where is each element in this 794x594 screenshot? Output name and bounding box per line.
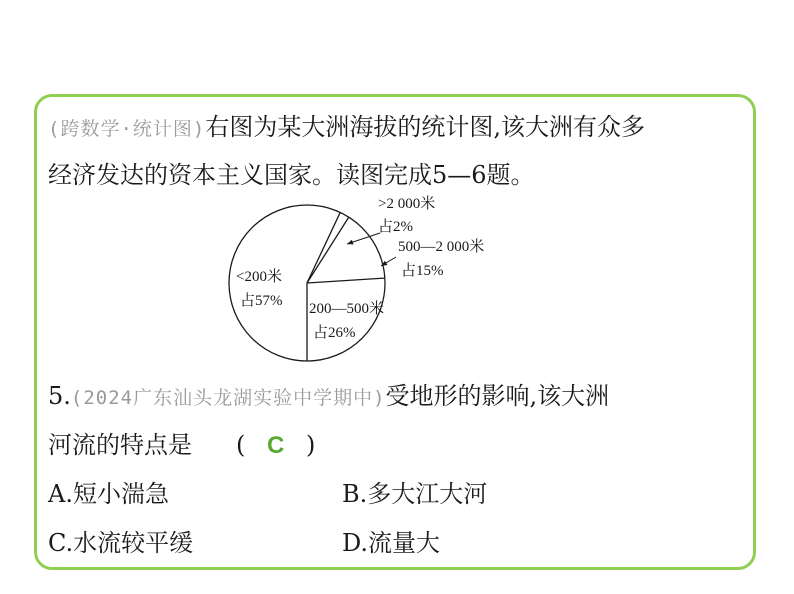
question-tag: (2024广东汕头龙湖实验中学期中) (70, 387, 386, 409)
question-text-1: 受地形的影响,该大洲 (385, 382, 610, 410)
pie-label-1-range: >2 000米 (378, 196, 436, 212)
question-line-1 (48, 381, 609, 413)
option-d[interactable] (342, 528, 440, 558)
option-a-text: A.短小湍急 (48, 480, 169, 508)
answer-slot (236, 430, 315, 461)
question-number: 5. (48, 382, 71, 410)
pie-label-0-range: <200米 (236, 269, 282, 285)
question-line-2 (48, 430, 192, 460)
option-b[interactable] (342, 479, 487, 509)
pie-label-0-share: 占57% (240, 293, 283, 309)
option-b-text: B.多大江大河 (342, 480, 488, 508)
pie-label-3-range: 200—500米 (309, 301, 385, 317)
option-c[interactable] (48, 528, 193, 558)
answer-paren-open: ( (236, 431, 246, 459)
option-c-text: C.水流较平缓 (48, 529, 194, 557)
intro-tag: (跨数学·统计图) (48, 118, 206, 140)
pie-label-1-arrowhead (347, 240, 353, 245)
pie-divider-1 (307, 212, 340, 283)
option-a[interactable] (48, 479, 169, 509)
intro-text-2: 经济发达的资本主义国家。读图完成5—6题。 (48, 161, 535, 189)
pie-label-3-share: 占26% (313, 325, 356, 341)
answer-paren-close: ) (306, 431, 316, 459)
pie-label-2-range: 500—2 000米 (398, 239, 485, 255)
option-d-text: D.流量大 (342, 529, 441, 557)
intro-text-1: 右图为某大洲海拔的统计图,该大洲有众多 (205, 113, 645, 141)
pie-label-2-share: 占15% (401, 263, 444, 279)
pie-label-1-share: 占2% (378, 219, 413, 235)
pie-divider-3 (307, 278, 385, 283)
question-text-2: 河流的特点是 (48, 431, 192, 459)
pie-divider-2 (307, 217, 349, 283)
answer-letter: C (267, 432, 285, 459)
